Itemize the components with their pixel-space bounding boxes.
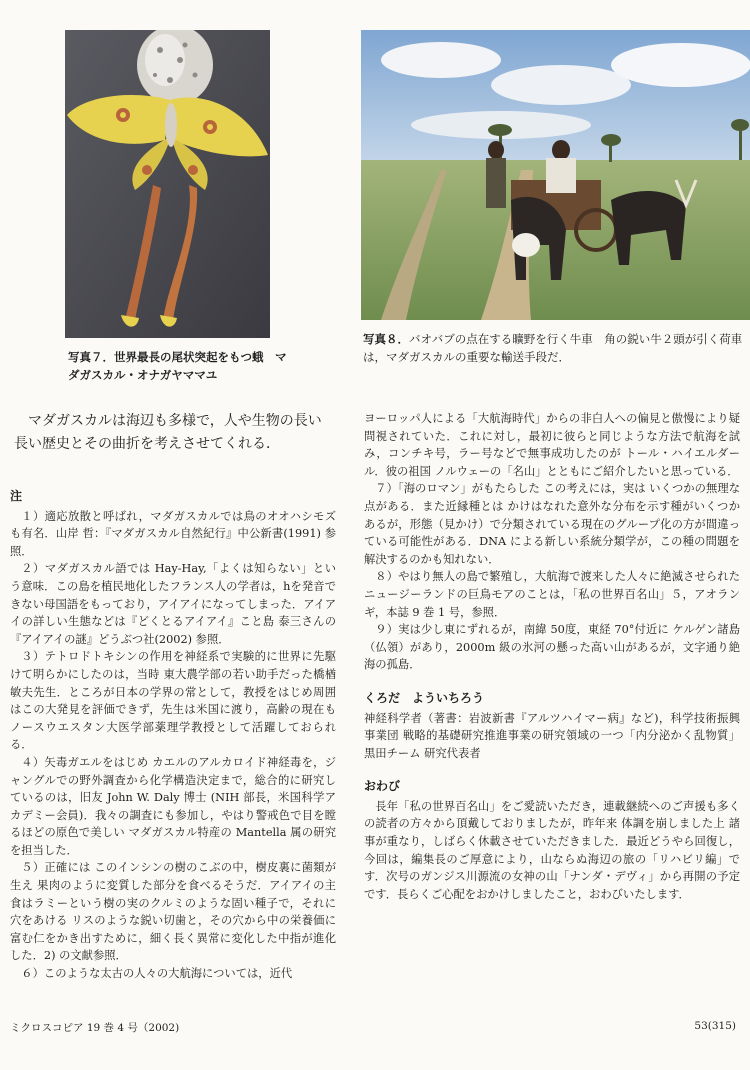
author-name: くろだ よういちろう [364,690,485,705]
page-number: 53(315) [694,1020,736,1032]
note-1: １）適応放散と呼ばれ，マダガスカルでは鳥のオオハシモズも有名．山岸 哲：『マダガスカル自然紀行』中公新書(1991) 参照． [10,509,336,558]
notes-left-column [10,488,336,983]
apology-heading: おわび [364,779,401,794]
photo8-caption-text: バオバブの点在する曠野を行く牛車 角の鋭い牛２頭が引く荷車は，マダガスカルの重要な輸送手段だ． [363,332,743,364]
photo8-caption [363,330,743,366]
journal-footer: ミクロスコピア 19 巻 4 号（2002) [10,1022,180,1034]
note-8: ８）やはり無人の島で繁殖し，大航海で渡来した人々に絶滅させられたニュージーランドの巨鳥モアのことは，「私の世界百名山」５，アオランギ，本誌 9 巻 1 号，参照． [364,570,740,619]
notes-heading: 注 [10,489,23,503]
note-7: ７）「海のロマン」がもたらした この考えには，実は いくつかの無理な点がある．また近縁種とは かけはなれた意外な分布を示す種がいくつかあるが，形態（見かけ）で分類されている現在のグループ化の方が間違っている可能性がある．DNA による新しい系統分類学が，この種の問題を解決するのかも知れない． [364,482,740,566]
photo7-caption [68,348,288,384]
note-9: ９）実は少し東にずれるが，南緯 50度，東経 70°付近に ケルゲン諸島（仏領）があり，2000m 級の氷河の懸った高い山があるが，文字通り絶海の孤島． [364,623,740,672]
note-4: ４）矢毒ガエルをはじめ カエルのアルカロイド神経毒を，ジャングルでの野外調査から化学構造決定まで，総合的に研究しているのは，旧友 John W. Daly 博士 (NIH 部長，米国科学アカデミー会員)．我々の調査にも参加し，やはり警戒色で目を瞠るほどの原色で美しい マダガスカル特産の Mantella 属の研究を担当した． [10,755,336,857]
note-2: ２）マダガスカル語では Hay-Hay,「よくは知らない」という意味．この島を植民地化したフランス人の学者は，hを発音できない母国語をもっており，アイアイになってしまった．アイアイの詳しい生態などは『どくとるアイアイ』こと島 泰三さんの『アイアイの謎』どうぶつ社(2002) 参照． [10,562,336,646]
note-6-continued: ヨーロッパ人による「大航海時代」からの非白人への偏見と傲慢により疑問視されていた．これに対し，最初に彼らと同じような方法で航海を試み，コンチキ号，ラー号などで無事成功したのが トール・ハイエルダール．彼の祖国 ノルウェーの「名山」とともにご紹介したいと思っている． [364,412,740,478]
note-3: ３）テトロドトキシンの作用を神経系で実験的に世界に先駆けて明らかにしたのは，当時 東大農学部の若い助手だった橋楢敏夫先生．ところが日本の学界の常として，教授をはじめ周囲はこの大発見を評価できず，先生は米国に渡り，高齢の現在も ノースウエスタン大医学部薬理学教授として活躍しておられる． [10,650,336,752]
photo7-caption-text: 世界最長の尾状突起をもつ蛾 マダガスカル・オナガヤママユ [68,350,287,382]
author-bio: 神経科学者（著書：岩波新書『アルツハイマー病』など)，科学技術振興事業団 戦略的基礎研究推進事業の研究領域の一つ「内分泌かく乱物質」黒田チーム 研究代表者 [364,711,740,760]
ox-cart-illustration [361,30,750,320]
photo8-caption-label: 写真８． [363,332,409,346]
note-6: ６）このような太古の人々の大航海については，近代 [21,967,293,981]
moth-illustration [65,30,270,338]
moth-photo [65,30,270,338]
ox-cart-photo [361,30,750,320]
photo7-caption-label: 写真７． [68,350,114,364]
note-5: ５）正確には このインシンの樹のこぶの中，樹皮裏に菌類が生え 果肉のように変質した部分を食べるそうだ．アイアイの主食はラミーという樹の実のクルミのような固い種子で，それに穴をあける リスのような鋭い切歯と，その穴から中の栄養価に富む仁をかき出すために，細く長く異常に変化した中指が進化した．2) の文献参照． [10,861,336,963]
notes-right-column [364,410,740,903]
apology-text: 長年「私の世界百名山」をご愛読いただき，連載継続へのご声援も多くの読者の方々から頂戴しておりましたが，昨年来 体調を崩しました上 諸事が重なり，しばらく休載させていただきました．最近どうやら回復し，今回は，編集長のご厚意により，山ならぬ海辺の旅の「リハビリ編」です．次号のガンジス川源流の女神の山「ナンダ・デヴィ」から再開の予定です．長らくご心配をおかけしましたこと，おわびいたします． [364,799,740,901]
lead-paragraph: マダガスカルは海辺も多様で，人や生物の長い長い歴史とその曲折を考えさせてくれる． [14,413,322,452]
